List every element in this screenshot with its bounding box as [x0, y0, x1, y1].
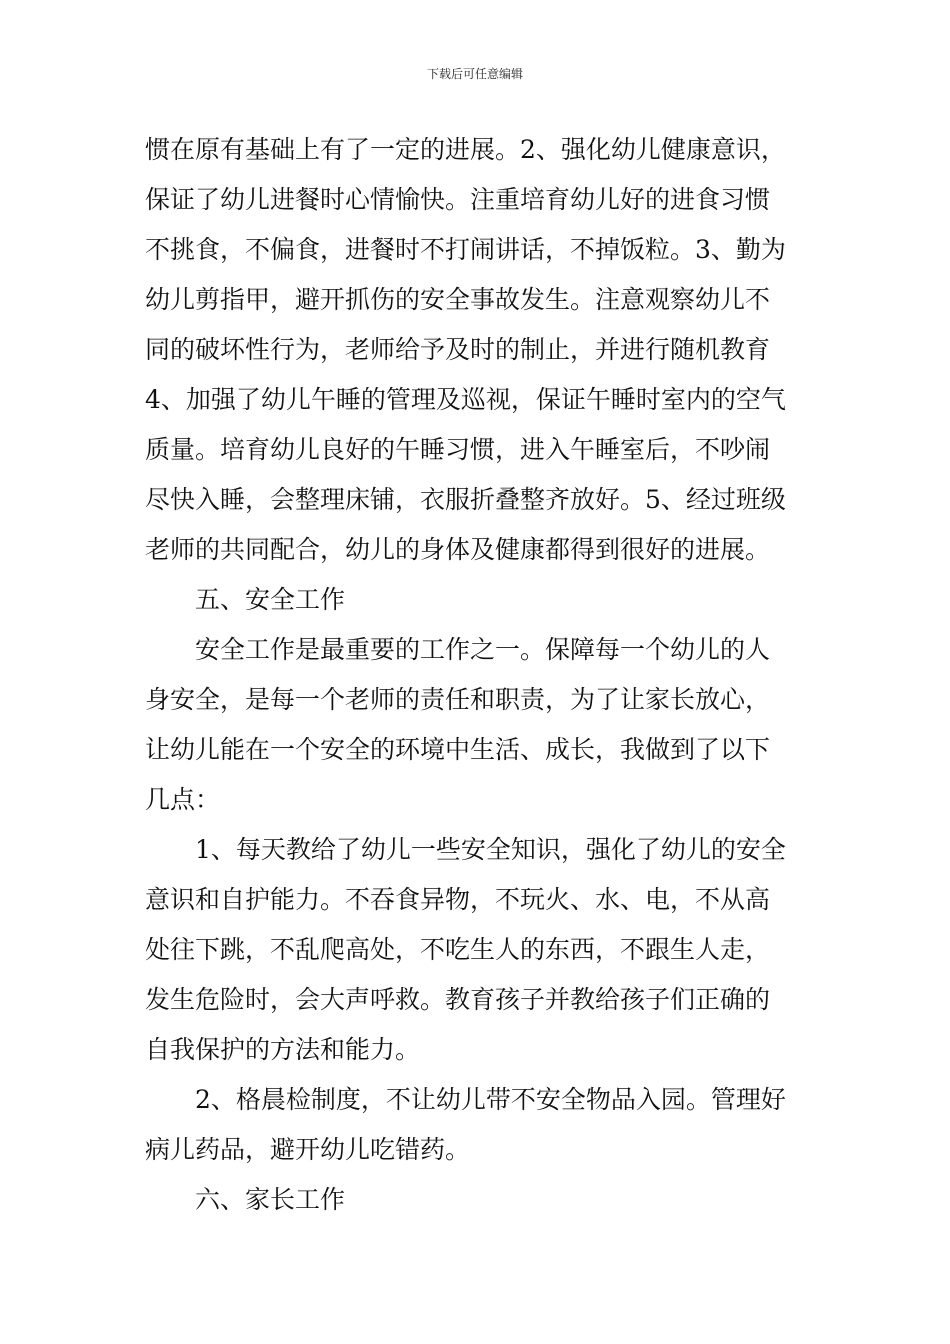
section-heading: 六、家长工作: [195, 1185, 346, 1214]
text-line: 发生危险时，会大声呼救。教育孩子并教给孩子们正确的: [145, 985, 771, 1014]
text-line: 病儿药品，避开幼儿吃错药。: [145, 1135, 471, 1164]
text-line: 1、每天教给了幼儿一些安全知识，强化了幼儿的安全: [195, 835, 786, 864]
text-line: 幼儿剪指甲，避开抓伤的安全事故发生。注意观察幼儿不: [145, 285, 771, 314]
text-line: 2、格晨检制度，不让幼儿带不安全物品入园。管理好: [195, 1085, 786, 1114]
text-line: 不挑食，不偏食，进餐时不打闹讲话，不掉饭粒。3、勤为: [145, 235, 786, 264]
text-line: 安全工作是最重要的工作之一。保障每一个幼儿的人: [195, 635, 771, 664]
text-line: 同的破坏性行为，老师给予及时的制止，并进行随机教育: [145, 335, 771, 364]
page-header: 下载后可任意编辑: [426, 67, 523, 81]
text-line: 意识和自护能力。不吞食异物，不玩火、水、电，不从高: [145, 885, 771, 914]
text-line: 让幼儿能在一个安全的环境中生活、成长，我做到了以下: [145, 735, 771, 764]
text-line: 质量。培育幼儿良好的午睡习惯，进入午睡室后，不吵闹: [145, 435, 771, 464]
text-line: 自我保护的方法和能力。: [145, 1035, 421, 1064]
text-line: 4、加强了幼儿午睡的管理及巡视，保证午睡时室内的空气: [145, 385, 786, 414]
text-line: 惯在原有基础上有了一定的进展。2、强化幼儿健康意识，: [145, 135, 786, 164]
text-line: 尽快入睡，会整理床铺，衣服折叠整齐放好。5、经过班级: [145, 485, 786, 514]
text-line: 处往下跳，不乱爬高处，不吃生人的东西，不跟生人走，: [145, 935, 771, 964]
text-line: 几点：: [145, 785, 221, 814]
text-line: 身安全，是每一个老师的责任和职责，为了让家长放心，: [145, 685, 771, 714]
text-line: 老师的共同配合，幼儿的身体及健康都得到很好的进展。: [145, 535, 771, 564]
body-text: [145, 125, 805, 1225]
section-heading: 五、安全工作: [195, 585, 346, 614]
text-line: 保证了幼儿进餐时心情愉快。注重培育幼儿好的进食习惯: [145, 185, 771, 214]
